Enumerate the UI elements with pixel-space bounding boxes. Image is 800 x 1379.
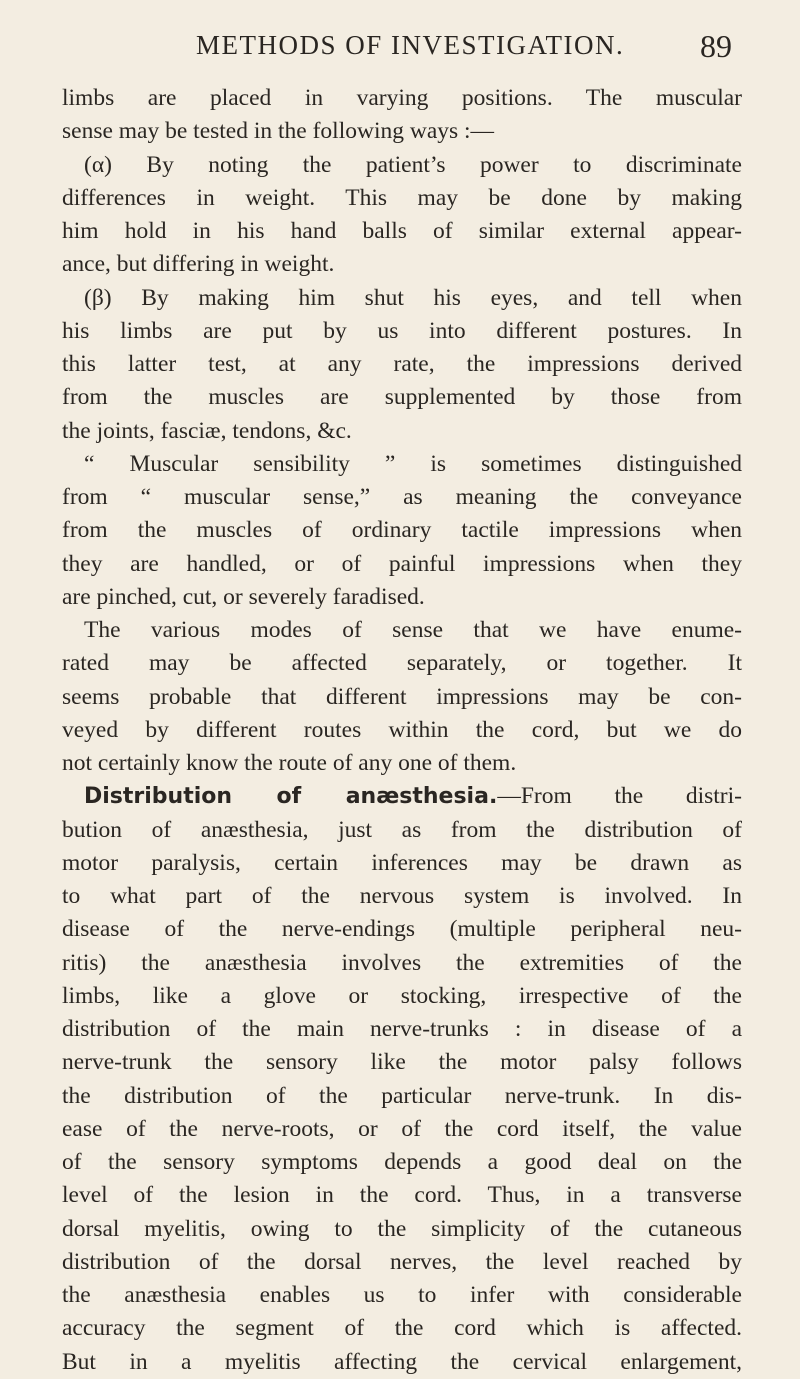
text-line: from the muscles are supplemented by those from bbox=[62, 384, 742, 411]
text-line: him hold in his hand balls of similar external appear- bbox=[62, 218, 742, 244]
text-line: nerve-trunk the sensory like the motor palsy follows bbox=[62, 1049, 742, 1076]
text-line: his limbs are put by us into different postures. In bbox=[62, 317, 742, 344]
text-line: (β) By making him shut his eyes, and tell when bbox=[84, 284, 742, 311]
text-line: limbs, like a glove or stocking, irrespective of the bbox=[62, 982, 742, 1009]
text-line: distribution of the dorsal nerves, the level reached by bbox=[62, 1248, 742, 1275]
text-line: level of the lesion in the cord. Thus, in a transverse bbox=[62, 1182, 742, 1209]
text-line: the joints, fasciæ, tendons, &c. bbox=[62, 417, 352, 444]
text-line: limbs are placed in varying positions. The muscular bbox=[62, 85, 742, 111]
section-heading-line bbox=[62, 780, 742, 813]
running-head bbox=[0, 30, 800, 70]
text-line: But in a myelitis affecting the cervical enlargement, bbox=[62, 1348, 742, 1375]
text-line: they are handled, or of painful impressions when they bbox=[62, 550, 742, 577]
text-line: the distribution of the particular nerve-trunk. In dis- bbox=[62, 1082, 742, 1109]
text-line: not certainly know the route of any one of them. bbox=[62, 750, 517, 776]
text-line: accuracy the segment of the cord which is affected. bbox=[62, 1315, 742, 1342]
text-line: differences in weight. This may be done by making bbox=[62, 184, 742, 211]
text-line: The various modes of sense that we have enume- bbox=[84, 617, 742, 643]
text-line: dorsal myelitis, owing to the simplicity of the cutaneous bbox=[62, 1215, 742, 1242]
text-line: seems probable that different impressions may be con- bbox=[62, 683, 742, 710]
text-line: sense may be tested in the following ways :— bbox=[62, 118, 495, 145]
text-line: ease of the nerve-roots, or of the cord itself, the value bbox=[62, 1115, 742, 1142]
text-line: to what part of the nervous system is involved. In bbox=[62, 883, 742, 909]
text-line: veyed by different routes within the cord, but we do bbox=[62, 716, 742, 743]
text-line: “ Muscular sensibility ” is sometimes distinguished bbox=[84, 450, 742, 477]
text-line: disease of the nerve-endings (multiple peripheral neu- bbox=[62, 916, 742, 943]
text-line: motor paralysis, certain inferences may be drawn as bbox=[62, 849, 742, 876]
text-line: from “ muscular sense,” as meaning the conveyance bbox=[62, 484, 742, 510]
text-line: from the muscles of ordinary tactile impressions when bbox=[62, 517, 742, 544]
text-line: the anæsthesia enables us to infer with considerable bbox=[62, 1282, 742, 1308]
section-heading: Distribution of anæsthesia. bbox=[84, 784, 498, 810]
text-line: bution of anæsthesia, just as from the distribution of bbox=[62, 816, 742, 843]
text-line: distribution of the main nerve-trunks : in disease of a bbox=[62, 1016, 742, 1042]
page-number: 89 bbox=[700, 28, 732, 64]
text-line: ritis) the anæsthesia involves the extremities of the bbox=[62, 949, 742, 976]
text-line: this latter test, at any rate, the impressions derived bbox=[62, 351, 742, 377]
text-line: (α) By noting the patient’s power to discriminate bbox=[84, 151, 742, 178]
text-line: rated may be affected separately, or together. It bbox=[62, 650, 742, 677]
text-line: are pinched, cut, or severely faradised. bbox=[62, 583, 425, 610]
text-line: ance, but differing in weight. bbox=[62, 251, 335, 278]
running-title: METHODS OF INVESTIGATION. bbox=[196, 30, 625, 60]
body-text bbox=[62, 82, 742, 1379]
section-heading-continuation: —From the distri- bbox=[497, 783, 742, 810]
text-line: of the sensory symptoms depends a good deal on the bbox=[62, 1149, 742, 1175]
